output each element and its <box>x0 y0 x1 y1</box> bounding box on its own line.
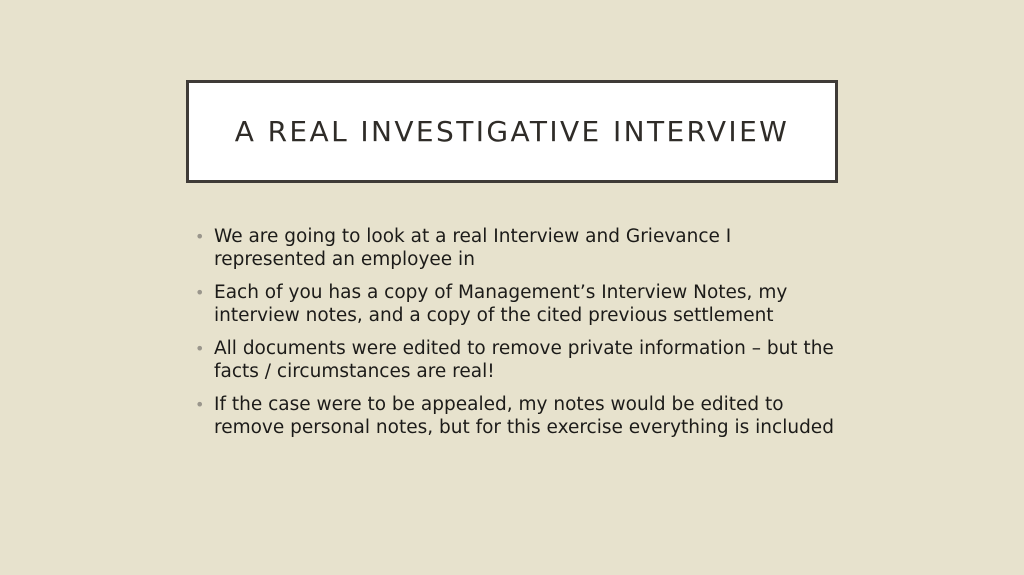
slide-title: A REAL INVESTIGATIVE INTERVIEW <box>234 115 790 148</box>
bullet-item <box>194 281 834 327</box>
bullet-text: All documents were edited to remove private information – but the facts / circumstances are real! <box>214 338 834 382</box>
bullet-list <box>194 225 834 449</box>
bullet-text: If the case were to be appealed, my notes would be edited to remove personal notes, but for this exercise everything is included <box>214 394 834 438</box>
bullet-marker: • <box>195 283 205 302</box>
bullet-text: Each of you has a copy of Management’s Interview Notes, my interview notes, and a copy of the cited previous settlement <box>214 282 788 326</box>
bullet-item <box>194 337 834 383</box>
bullet-marker: • <box>195 227 205 246</box>
bullet-marker: • <box>195 339 205 358</box>
bullet-item <box>194 393 834 439</box>
bullet-item <box>194 225 834 271</box>
title-box <box>186 80 838 183</box>
bullet-text: We are going to look at a real Interview and Grievance I represented an employee in <box>214 226 732 270</box>
bullet-marker: • <box>195 395 205 414</box>
